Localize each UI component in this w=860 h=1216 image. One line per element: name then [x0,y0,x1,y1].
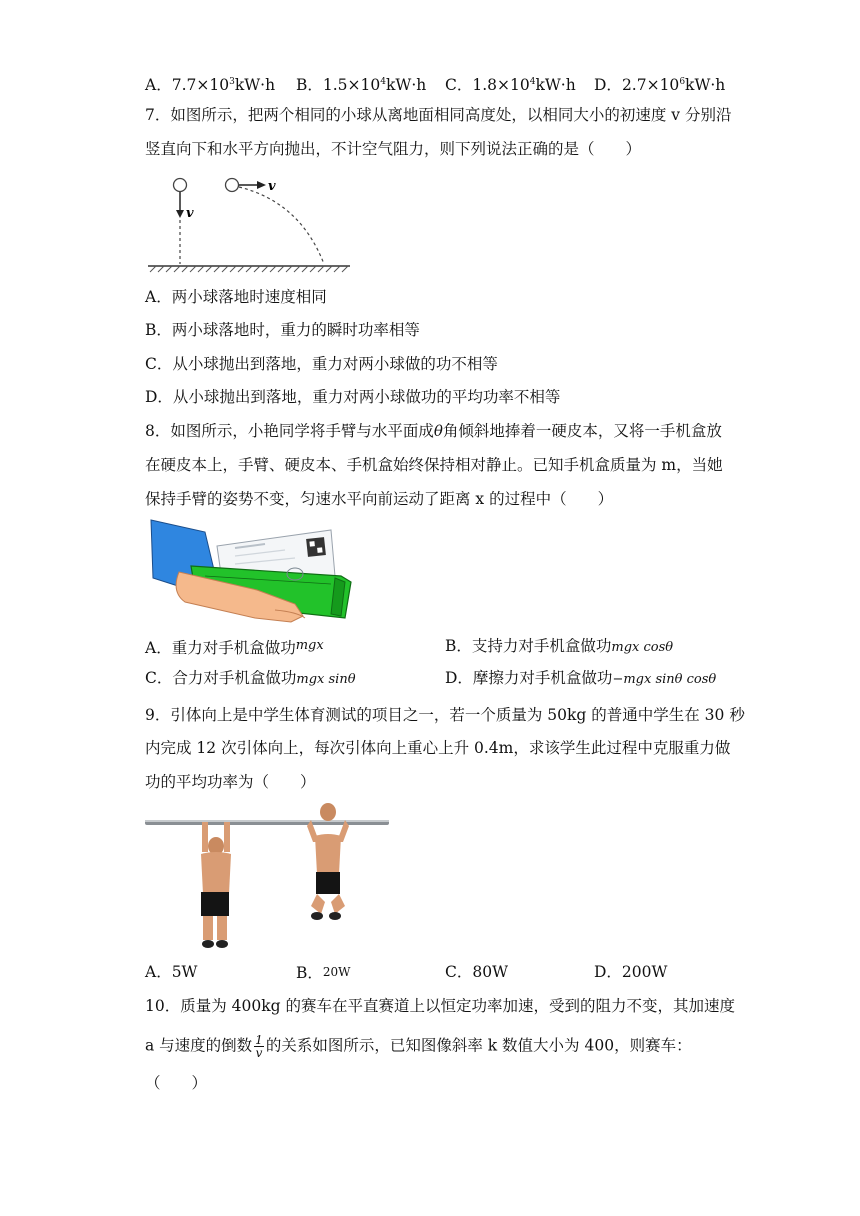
q10-stem-line2: a 与速度的倒数 $\frac{1}{v}$ 的关系如图所示，已知图像斜率 k 数值大小为 400，则赛车： [145,1033,692,1060]
q9-stem-line2: 内完成 12 次引体向上，每次引体向上重心上升 0.4m，求该学生此过程中克服重力做 [145,739,731,757]
q8-option-b: B．支持力对手机盒做功mgx cosθ [445,637,674,655]
q8-option-c: C．合力对手机盒做功mgx sinθ [145,669,356,687]
q9-stem-line1: 9．引体向上是中学生体育测试的项目之一，若一个质量为 50kg 的普通中学生在 30 秒 [145,706,745,724]
q9-option-c: C．80W [445,963,509,981]
q6-option-a: A．$7.7\times 10^3kW\cdot h$ [145,76,276,94]
q9-pullup-figure [145,802,395,956]
q7-fig-v1: v [186,206,194,221]
q6-option-b: B．$1.5\times 10^4kW\cdot h$ [296,76,427,94]
hanging-person-figure [201,822,231,948]
q8-option-d: D．摩擦力对手机盒做功−mgx sinθ cosθ [445,669,717,687]
reciprocal-v-fraction: $\frac{1}{v}$ [255,1033,263,1060]
q7-projectile-figure [140,172,360,278]
q8-stem-line2: 在硬皮本上，手臂、硬皮本、手机盒始终保持相对静止。已知手机盒质量为 m，当她 [145,456,723,474]
q7-stem-line2: 竖直向下和水平方向抛出，不计空气阻力，则下列说法正确的是（ ） [145,140,642,158]
q7-option-b: B．两小球落地时，重力的瞬时功率相等 [145,321,420,339]
q6-option-d: D．$2.7\times 10^6kW\cdot h$ [594,76,726,94]
q9-option-a: A．5W [145,963,198,981]
q9-stem-line3: 功的平均功率为（ ） [145,773,316,791]
q7-option-d: D．从小球抛出到落地，重力对两小球做功的平均功率不相等 [145,388,561,406]
q6-option-c: C．$1.8\times 10^4kW\cdot h$ [445,76,576,94]
q8-stem-line3: 保持手臂的姿势不变，匀速水平向前运动了距离 x 的过程中（ ） [145,490,614,508]
q10-stem-line1: 10．质量为 400kg 的赛车在平直赛道上以恒定功率加速，受到的阻力不变，其加速度 [145,997,735,1015]
q7-option-a: A．两小球落地时速度相同 [145,288,327,306]
q10-stem-line3: （ ） [145,1074,208,1092]
q9-option-b: B．20W [296,964,351,982]
q9-option-d: D．200W [594,963,668,981]
q7-stem-line1: 7．如图所示，把两个相同的小球从离地面相同高度处，以相同大小的初速度 v 分别沿 [145,106,732,124]
q8-stem-line1: 8．如图所示，小艳同学将手臂与水平面成θ角倾斜地捧着一硬皮本，又将一手机盒放 [145,422,722,440]
q7-option-c: C．从小球抛出到落地，重力对两小球做的功不相等 [145,355,498,373]
q8-option-a: A．重力对手机盒做功$^{mgx}$ [145,638,324,657]
q7-fig-v2: v [268,179,276,194]
q8-arm-book-figure [145,518,355,630]
